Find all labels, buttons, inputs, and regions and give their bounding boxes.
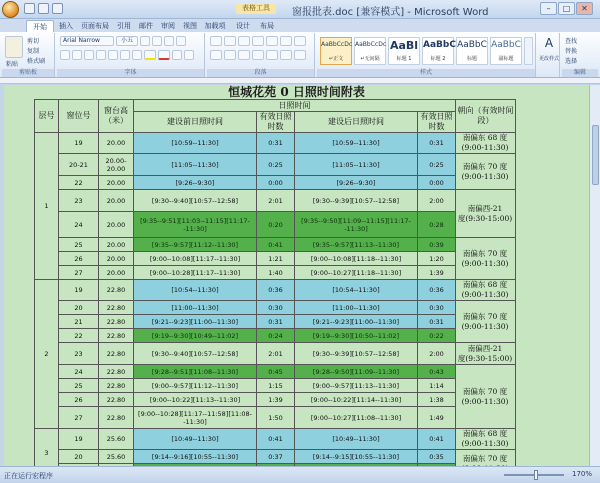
table-row — [35, 212, 516, 238]
after-time-cell: [9:35--9:57][11:13--11:30] — [295, 238, 418, 252]
before-time-cell: [9:00--10:28][11:17--11:58][11:08--11:30] — [134, 407, 257, 429]
sill-height-cell: 20.00 — [99, 176, 134, 190]
table-row — [35, 280, 516, 301]
header-before: 建设前日照时间 — [134, 112, 257, 133]
before-hours-cell: 1:39 — [257, 393, 295, 407]
after-time-cell: [9:21--9:23][11:00--11:30] — [295, 315, 418, 329]
cut-button[interactable]: 剪切 — [27, 38, 40, 45]
change-styles-group — [538, 33, 560, 77]
orientation-cell: 南偏东 68 度 (9:00-11:30) — [456, 280, 516, 301]
font-group — [57, 33, 205, 77]
clipboard-group — [2, 33, 55, 77]
document-area[interactable] — [4, 85, 589, 466]
style-subtitle[interactable] — [490, 37, 522, 65]
paragraph-group-label: 段落 — [207, 69, 314, 77]
style-sample: AaBbC — [423, 40, 456, 50]
office-button-icon[interactable] — [2, 1, 19, 18]
after-time-cell: [10:59--11:30] — [295, 133, 418, 154]
style-normal[interactable] — [320, 37, 352, 65]
after-hours-cell: 0:00 — [418, 176, 456, 190]
style-name: 标题 — [466, 56, 477, 62]
orientation-cell: 南偏西-21 度(9:30-15:00) — [456, 190, 516, 238]
after-hours-cell: 1:39 — [418, 266, 456, 280]
after-hours-cell: 1:38 — [418, 393, 456, 407]
table-row — [35, 176, 516, 190]
after-hours-cell: 0:31 — [418, 315, 456, 329]
sill-height-cell: 22.80 — [99, 379, 134, 393]
bold-icon[interactable] — [60, 50, 70, 60]
tab-mailings[interactable]: 邮件 — [139, 22, 153, 30]
header-sill-height: 窗台高（米） — [99, 100, 134, 133]
window-cell: 21 — [59, 315, 99, 329]
table-row — [35, 315, 516, 329]
table-row — [35, 379, 516, 393]
before-time-cell: [10:49--11:30] — [134, 429, 257, 450]
orientation-cell: 南偏东 70 度 (9:00-11:30) — [456, 238, 516, 280]
grow-font-icon[interactable] — [140, 36, 150, 46]
before-hours-cell: 1:21 — [257, 252, 295, 266]
table-body — [35, 100, 516, 478]
align-right-icon[interactable] — [238, 50, 250, 60]
before-hours-cell: 0:20 — [257, 212, 295, 238]
floor-cell: 3 — [35, 429, 59, 478]
redo-icon[interactable] — [52, 3, 63, 14]
before-time-cell: [9:00--10:08][11:17--11:30] — [134, 252, 257, 266]
style-name: ↵正文 — [328, 56, 344, 62]
header-before-hours: 有效日照时数 — [257, 112, 295, 133]
before-time-cell: [9:35--9:57][11:12--11:30] — [134, 238, 257, 252]
table-row — [35, 407, 516, 429]
sill-height-cell: 22.80 — [99, 301, 134, 315]
window-cell: 20-21 — [59, 154, 99, 176]
before-time-cell: [10:54--11:30] — [134, 280, 257, 301]
window-cell: 23 — [59, 190, 99, 212]
header-sunlight-group: 日照时间 — [134, 100, 456, 112]
style-heading-1[interactable] — [388, 37, 420, 65]
style-sample: AaBbC — [457, 40, 487, 50]
sill-height-cell: 22.80 — [99, 343, 134, 365]
after-hours-cell: 0:36 — [418, 280, 456, 301]
after-time-cell: [9:00--9:57][11:13--11:30] — [295, 379, 418, 393]
before-hours-cell: 0:31 — [257, 133, 295, 154]
replace-button[interactable]: 替换 — [565, 48, 578, 55]
header-window: 窗位号 — [59, 100, 99, 133]
close-button[interactable]: ✕ — [576, 2, 593, 15]
window-cell: 23 — [59, 343, 99, 365]
tab-insert[interactable]: 插入 — [59, 22, 73, 30]
table-row — [35, 365, 516, 379]
sill-height-cell: 22.80 — [99, 393, 134, 407]
before-time-cell: [11:05--11:30] — [134, 154, 257, 176]
before-time-cell: [9:00--10:22][11:13--11:30] — [134, 393, 257, 407]
sill-height-cell: 20.00 — [99, 133, 134, 154]
after-hours-cell: 0:31 — [418, 133, 456, 154]
styles-group-label: 样式 — [317, 69, 535, 77]
font-name-dropdown[interactable]: Arial Narrow — [60, 36, 114, 46]
sunlight-table — [34, 99, 516, 478]
table-row — [35, 238, 516, 252]
before-time-cell: [9:00--10:28][11:17--11:30] — [134, 266, 257, 280]
tab-references[interactable]: 引用 — [117, 22, 131, 30]
before-time-cell: [9:35--9:51][11:03--11:15][11:17--11:30] — [134, 212, 257, 238]
ribbon-tabs — [0, 19, 600, 32]
after-hours-cell: 0:30 — [418, 301, 456, 315]
window-cell: 26 — [59, 393, 99, 407]
sill-height-cell: 25.60 — [99, 450, 134, 464]
after-time-cell: [11:00--11:30] — [295, 301, 418, 315]
align-center-icon[interactable] — [224, 50, 236, 60]
select-button[interactable]: 选择 — [565, 58, 578, 65]
numbering-icon[interactable] — [224, 36, 236, 46]
before-hours-cell: 1:50 — [257, 407, 295, 429]
tab-addins[interactable]: 加载项 — [204, 22, 226, 30]
table-row — [35, 154, 516, 176]
sill-height-cell: 22.80 — [99, 329, 134, 343]
editing-group-label: 编辑 — [562, 69, 598, 77]
orientation-cell: 南偏东 70 度 (9:00-11:30) — [456, 154, 516, 190]
orientation-cell: 南偏东 70 度 — [456, 450, 516, 478]
window-cell: 19 — [59, 280, 99, 301]
scroll-thumb[interactable] — [592, 125, 599, 185]
header-after: 建设后日照时间 — [295, 112, 418, 133]
before-time-cell: [9:30--9:40][10:57--12:58] — [134, 190, 257, 212]
before-time-cell: [11:00--11:30] — [134, 301, 257, 315]
style-sample: AaBbCcDc — [355, 41, 387, 48]
after-hours-cell: 0:35 — [418, 450, 456, 464]
change-styles-label[interactable]: 更改样式 — [538, 56, 559, 62]
ribbon — [0, 32, 600, 78]
font-size-dropdown[interactable]: 小五 — [116, 36, 138, 46]
before-hours-cell: 0:36 — [257, 280, 295, 301]
bullets-icon[interactable] — [210, 36, 222, 46]
editing-group — [562, 33, 598, 77]
sill-height-cell: 20.00 — [99, 252, 134, 266]
superscript-icon[interactable] — [120, 50, 130, 60]
before-hours-cell: 0:24 — [257, 329, 295, 343]
tab-design[interactable]: 设计 — [236, 22, 250, 30]
change-case-icon[interactable] — [132, 50, 142, 60]
clipboard-group-label: 剪贴板 — [2, 69, 54, 77]
align-left-icon[interactable] — [210, 50, 222, 60]
increase-indent-icon[interactable] — [266, 36, 278, 46]
style-no-spacing[interactable] — [354, 37, 386, 65]
vertical-scrollbar[interactable] — [589, 85, 600, 466]
style-name: 标题 2 — [430, 56, 446, 62]
window-cell: 25 — [59, 238, 99, 252]
window-cell: 22 — [59, 329, 99, 343]
before-hours-cell: 0:00 — [257, 176, 295, 190]
paragraph-group — [207, 33, 315, 77]
italic-icon[interactable] — [72, 50, 82, 60]
after-time-cell: [9:00--10:22][11:14--11:30] — [295, 393, 418, 407]
sill-height-cell: 20.00 — [99, 190, 134, 212]
after-hours-cell: 0:22 — [418, 329, 456, 343]
justify-icon[interactable] — [252, 50, 264, 60]
table-row — [35, 190, 516, 212]
clear-format-icon[interactable] — [164, 36, 174, 46]
document-title: 恒城花苑 0 日照时间附表 — [228, 85, 365, 99]
after-hours-cell: 2:00 — [418, 190, 456, 212]
table-row — [35, 393, 516, 407]
after-hours-cell: 0:41 — [418, 429, 456, 450]
status-bar — [0, 466, 600, 483]
sill-height-cell: 20.00 — [99, 266, 134, 280]
zoom-level: 170% — [571, 470, 592, 478]
window-cell: 19 — [59, 429, 99, 450]
line-spacing-icon[interactable] — [280, 50, 292, 60]
table-row — [35, 429, 516, 450]
before-time-cell: [9:26--9:30] — [134, 176, 257, 190]
table-row — [35, 450, 516, 464]
after-time-cell: [9:30--9:39][10:57--12:58] — [295, 190, 418, 212]
sill-height-cell: 25.60 — [99, 429, 134, 450]
style-name: 标题 1 — [396, 56, 412, 62]
before-time-cell: [9:14--9:16][10:55--11:30] — [134, 450, 257, 464]
window-cell: 22 — [59, 176, 99, 190]
before-time-cell: [9:19--9:30][10:49--11:02] — [134, 329, 257, 343]
tab-page-layout[interactable]: 页面布局 — [81, 22, 109, 30]
highlight-icon[interactable] — [144, 50, 156, 60]
header-floor: 层号 — [35, 100, 59, 133]
styles-group — [317, 33, 536, 77]
after-time-cell: [9:00--10:27][11:08--11:30] — [295, 407, 418, 429]
window-cell: 20 — [59, 301, 99, 315]
font-color-icon[interactable] — [158, 50, 170, 60]
after-hours-cell: 0:28 — [418, 212, 456, 238]
window-cell: 24 — [59, 212, 99, 238]
context-tab-label: 表格工具 — [236, 3, 276, 14]
style-heading-2[interactable] — [422, 37, 454, 65]
window-cell: 24 — [59, 365, 99, 379]
orientation-cell: 南偏东 70 度 (9:00-11:30) — [456, 301, 516, 343]
after-time-cell: [9:00--10:08][11:18--11:30] — [295, 252, 418, 266]
window-cell: 27 — [59, 266, 99, 280]
after-time-cell: [9:00--10:27][11:18--11:30] — [295, 266, 418, 280]
decrease-indent-icon[interactable] — [252, 36, 264, 46]
before-hours-cell: 2:01 — [257, 343, 295, 365]
style-sample: AaBbCcDc — [321, 41, 353, 48]
format-painter-button[interactable]: 格式刷 — [27, 58, 46, 65]
save-icon[interactable] — [24, 3, 35, 14]
minimize-button[interactable]: – — [540, 2, 557, 15]
find-button[interactable]: 查找 — [565, 38, 578, 45]
orientation-cell: 南偏东 68 度 (9:00-11:30) — [456, 429, 516, 450]
copy-button[interactable]: 复制 — [27, 48, 40, 55]
title-bar — [0, 0, 600, 19]
before-hours-cell: 0:30 — [257, 301, 295, 315]
table-row — [35, 301, 516, 315]
undo-icon[interactable] — [38, 3, 49, 14]
after-hours-cell: 1:20 — [418, 252, 456, 266]
multilevel-list-icon[interactable] — [238, 36, 250, 46]
before-hours-cell: 0:41 — [257, 238, 295, 252]
before-hours-cell: 0:25 — [257, 154, 295, 176]
tab-layout[interactable]: 布局 — [260, 22, 274, 30]
header-after-hours: 有效日照时数 — [418, 112, 456, 133]
before-hours-cell: 1:40 — [257, 266, 295, 280]
after-time-cell: [10:49--11:30] — [295, 429, 418, 450]
sill-height-cell: 20.00 — [99, 238, 134, 252]
tab-home[interactable]: 开始 — [26, 20, 54, 32]
before-hours-cell: 0:31 — [257, 315, 295, 329]
style-name: 副标题 — [498, 56, 514, 62]
change-styles-icon[interactable]: A — [544, 36, 554, 50]
orientation-cell: 南偏东 70 度 (9:00-11:30) — [456, 365, 516, 429]
sill-height-cell: 20.00 — [99, 212, 134, 238]
before-time-cell: [10:59--11:30] — [134, 133, 257, 154]
table-row — [35, 133, 516, 154]
before-time-cell: [9:00--9:57][11:12--11:30] — [134, 379, 257, 393]
after-hours-cell: 0:25 — [418, 154, 456, 176]
sill-height-cell: 20.00-20.00 — [99, 154, 134, 176]
horizontal-ruler[interactable] — [0, 78, 600, 84]
after-time-cell: [9:28--9:50][11:09--11:30] — [295, 365, 418, 379]
char-border-icon[interactable] — [184, 50, 194, 60]
window-cell: 26 — [59, 252, 99, 266]
after-time-cell: [11:05--11:30] — [295, 154, 418, 176]
char-shading-icon[interactable] — [172, 50, 182, 60]
table-row — [35, 252, 516, 266]
sill-height-cell: 22.80 — [99, 407, 134, 429]
sill-height-cell: 22.80 — [99, 315, 134, 329]
before-hours-cell: 0:37 — [257, 450, 295, 464]
sill-height-cell: 22.80 — [99, 280, 134, 301]
window-title: 窗报批表.doc [兼容模式] - Microsoft Word — [292, 7, 489, 18]
table-row — [35, 329, 516, 343]
subscript-icon[interactable] — [108, 50, 118, 60]
header-orientation: 朝向（有效时间段） — [456, 100, 516, 133]
tab-view[interactable]: 视图 — [183, 22, 197, 30]
style-sample: AaBbC — [491, 40, 521, 50]
shrink-font-icon[interactable] — [152, 36, 162, 46]
styles-more-icon[interactable] — [524, 37, 533, 65]
strikethrough-icon[interactable] — [96, 50, 106, 60]
before-time-cell: [9:30--9:40][10:57--12:58] — [134, 343, 257, 365]
window-cell: 27 — [59, 407, 99, 429]
floor-cell: 2 — [35, 280, 59, 429]
phonetic-icon[interactable] — [176, 36, 186, 46]
after-hours-cell: 1:49 — [418, 407, 456, 429]
window-cell: 19 — [59, 133, 99, 154]
maximize-button[interactable]: □ — [558, 2, 575, 15]
chinese-layout-icon[interactable] — [280, 36, 292, 46]
after-time-cell: [9:14--9:15][10:55--11:30] — [295, 450, 418, 464]
before-hours-cell: 1:15 — [257, 379, 295, 393]
table-row — [35, 266, 516, 280]
after-hours-cell: 0:43 — [418, 365, 456, 379]
sill-height-cell: 22.80 — [99, 365, 134, 379]
before-hours-cell: 0:45 — [257, 365, 295, 379]
after-hours-cell: 0:39 — [418, 238, 456, 252]
orientation-cell: 南偏东 68 度 (9:00-11:30) — [456, 133, 516, 154]
zoom-slider-handle[interactable] — [534, 470, 538, 480]
sort-icon[interactable] — [294, 36, 306, 46]
style-title[interactable] — [456, 37, 488, 65]
after-time-cell: [9:30--9:39][10:57--12:58] — [295, 343, 418, 365]
window-cell: 25 — [59, 379, 99, 393]
before-time-cell: [9:21--9:23][11:00--11:30] — [134, 315, 257, 329]
after-time-cell: [9:19--9:30][10:50--11:02] — [295, 329, 418, 343]
after-time-cell: [9:35--9:50][11:09--11:15][11:17--11:30] — [295, 212, 418, 238]
underline-icon[interactable] — [84, 50, 94, 60]
before-hours-cell: 2:01 — [257, 190, 295, 212]
before-time-cell: [9:28--9:51][11:08--11:30] — [134, 365, 257, 379]
style-name: ↵无间隔 — [360, 56, 380, 62]
font-group-label: 字体 — [57, 69, 204, 77]
after-time-cell: [9:26--9:30] — [295, 176, 418, 190]
style-sample: AaBl — [389, 39, 419, 52]
window-cell: 20 — [59, 450, 99, 464]
after-hours-cell: 2:00 — [418, 343, 456, 365]
distributed-icon[interactable] — [266, 50, 278, 60]
table-row — [35, 343, 516, 365]
floor-cell: 1 — [35, 133, 59, 280]
before-hours-cell: 0:41 — [257, 429, 295, 450]
borders-icon[interactable] — [294, 50, 306, 60]
after-hours-cell: 1:14 — [418, 379, 456, 393]
status-text: 正在运行宏程序 — [4, 472, 53, 480]
paste-icon[interactable] — [5, 36, 23, 58]
after-time-cell: [10:54--11:30] — [295, 280, 418, 301]
tab-review[interactable]: 审阅 — [161, 22, 175, 30]
orientation-cell: 南偏西-21 度(9:30-15:00) — [456, 343, 516, 365]
paste-label: 粘贴 — [6, 61, 19, 68]
